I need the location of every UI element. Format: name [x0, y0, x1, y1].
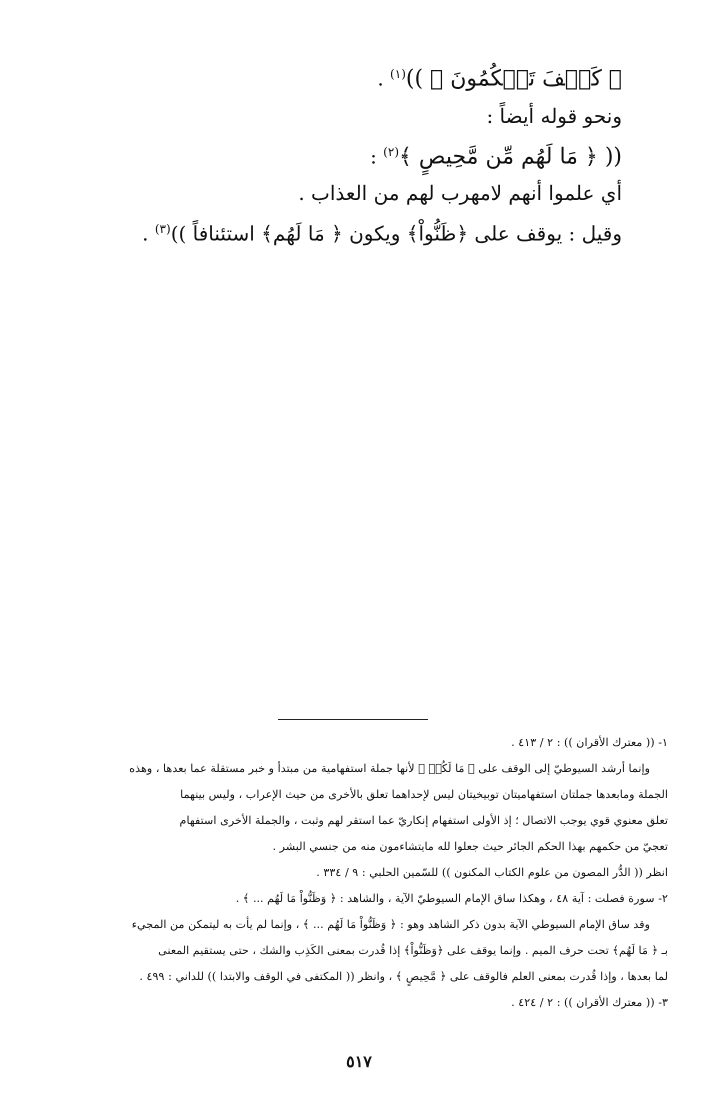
- quran-quote: ﴿ كَيۡفَ تَحۡكُمُونَ ﴾ )): [405, 66, 622, 92]
- footnote-ref-2: (٢): [383, 144, 399, 159]
- footnote-line: ٢- سورة فصلت : آية ٤٨ ، وهكذا ساق الإمام السيوطيّ الآية ، والشاهد : ﴿ وَظَنُّواْ مَا لَهُم ... ﴾ .: [235, 892, 668, 905]
- footnote-line: ٣- (( معترك الأقران )) : ٢ / ٤٢٤ .: [511, 996, 668, 1009]
- footnote-line: بـ ﴿ مَا لَهُم﴾ تحت حرف الميم . وإنما يوقف على ﴿وَظَنُّواْ﴾ إذا قُدرت بمعنى الكَذِب والشك ، حتى يستقيم المعنى: [158, 944, 668, 957]
- main-line-2: ونحو قوله أيضاً :: [486, 103, 622, 128]
- footnote-line: وقد ساق الإمام السيوطي الآية بدون ذكر الشاهد وهو : ﴿ وَظَنُّواْ مَا لَهُم ... ﴾ ، وإنما لم يأت به ليتمكن من المجيء: [131, 918, 650, 931]
- quran-quote: (( ﴿ مَا لَهُم مِّن مَّحِيصٍ ﴾: [399, 144, 622, 170]
- main-line-4: أي علموا أنهم لامهرب لهم من العذاب .: [298, 181, 622, 206]
- main-line-3: (( ﴿ مَا لَهُم مِّن مَّحِيصٍ ﴾$^{(٢)}$ :: [370, 144, 622, 170]
- main-text: [96, 56, 622, 252]
- footnote-line: تعلق معنوي قوي يوجب الاتصال ؛ إذ الأولى استفهام إنكاريّ عما استقر لهم وثبت ، والجملة الأخرى استفهام: [179, 814, 668, 827]
- main-line-5: وقيل : يوقف على ﴿ظَنُّواْ﴾ ويكون ﴿ مَا لَهُم﴾ استئنافاً ))$^{(٣)}$ .: [142, 221, 622, 246]
- footnote-line: انظر (( الدُّر المصون من علوم الكتاب المكنون )) للسّمين الحلبي : ٩ / ٣٣٤ .: [316, 866, 668, 879]
- footnote-ref-1: (١): [390, 67, 406, 81]
- page-number: ٥١٧: [346, 1052, 372, 1071]
- footnotes: [40, 730, 668, 1016]
- footnote-separator: [278, 719, 428, 720]
- main-line-1: ﴿ كَيۡفَ تَحۡكُمُونَ ﴾ ))$^{(١)}$ .: [377, 66, 622, 92]
- footnote-ref-3: (٣): [154, 222, 171, 237]
- footnote-line: وإنما أرشد السيوطيّ إلى الوقف على ﴿ مَا لَكُمۡ ﴾ لأنها جملة استفهامية من مبتدأ و خبر مستقلة عما بعدها ، وهذه: [129, 762, 650, 775]
- footnote-line: لما بعدها ، وإذا قُدرت بمعنى العلم فالوقف على ﴿ مَّحِيصٍ ﴾ ، وانظر (( المكتفى في الوقف والابتدا )) للداني : ٤٩٩ .: [139, 970, 668, 983]
- footnote-line: تعجيّ من حكمهم بهذا الحكم الجائر حيث جعلوا لله مايتشاءمون منه من جنسي البشر .: [272, 840, 668, 853]
- footnote-line: الجملة ومابعدها جملتان استفهاميتان توبيخيتان ليس لإحداهما تعلق بالأخرى من حيث الإعراب ، وليس بينهما: [180, 788, 668, 801]
- footnote-line: ١- (( معترك الأقران )) : ٢ / ٤١٣ .: [511, 736, 668, 749]
